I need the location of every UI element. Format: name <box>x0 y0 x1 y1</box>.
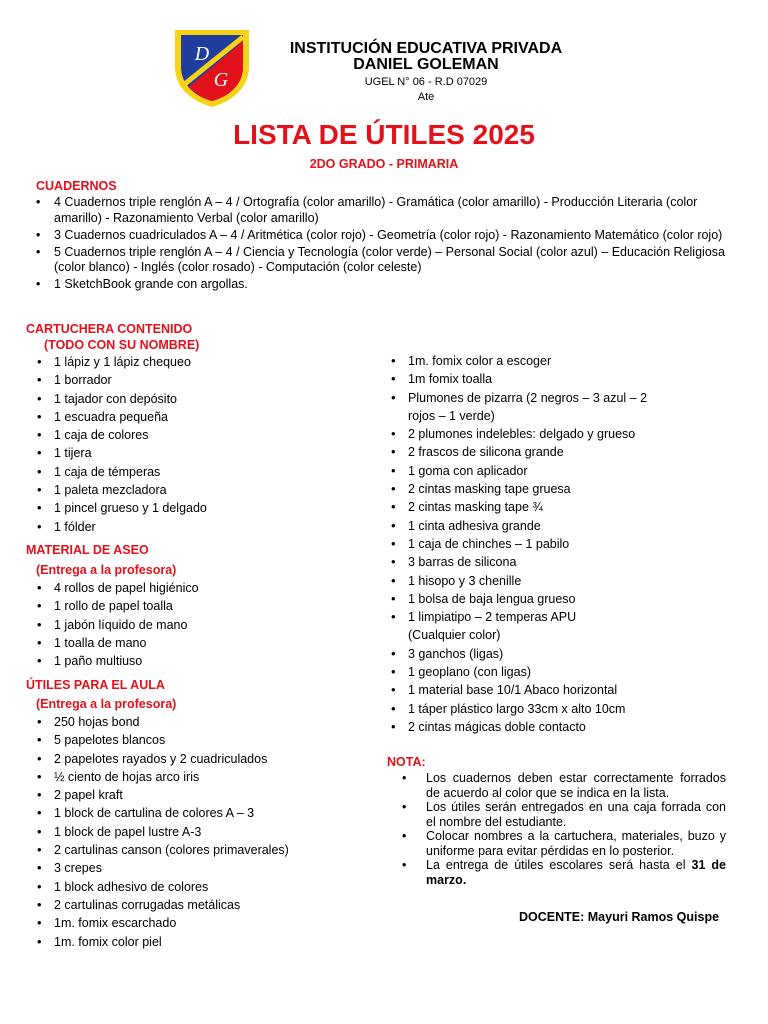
list-item: • 2 cintas mágicas doble contacto <box>391 718 647 736</box>
list-item: • 1 tijera <box>37 444 207 462</box>
list-item: • 3 crepes <box>37 859 289 877</box>
deadline-date: 31 de marzo. <box>426 858 726 887</box>
list-item: • 1m. fomix color piel <box>37 933 289 951</box>
list-item: • 1 borrador <box>37 371 207 389</box>
list-item: • 1 caja de chinches – 1 pabilo <box>391 535 647 553</box>
list-item: • 2 cartulinas corrugadas metálicas <box>37 896 289 914</box>
list-item: • 4 Cuadernos triple renglón A – 4 / Ortografía (color amarillo) - Gramática (color amarillo) - Producción Literaria (color amarillo) - Razonamiento Verbal (color amarillo) <box>36 195 736 226</box>
cuadernos-list <box>36 195 736 294</box>
list-item: • 1 block adhesivo de colores <box>37 878 289 896</box>
list-item: • 1 fólder <box>37 518 207 536</box>
cartuchera-list <box>37 353 207 536</box>
section-title-aseo: MATERIAL DE ASEO <box>26 543 149 557</box>
list-item: • 1 limpiatipo – 2 temperas APU (Cualquier color) <box>391 608 647 645</box>
list-item: • 1 geoplano (con ligas) <box>391 663 647 681</box>
list-item: • 1 rollo de papel toalla <box>37 597 199 615</box>
aula-list <box>37 713 289 951</box>
aseo-list <box>37 579 199 670</box>
list-item: • 1 block de cartulina de colores A – 3 <box>37 804 289 822</box>
list-item: • 2 cintas masking tape ¾ <box>391 498 647 516</box>
list-item: • 2 cartulinas canson (colores primaverales) <box>37 841 289 859</box>
nota-list <box>400 771 726 887</box>
list-item: • 1 tajador con depósito <box>37 390 207 408</box>
list-item: • 1 táper plástico largo 33cm x alto 10cm <box>391 700 647 718</box>
section-title-aula: ÚTILES PARA EL AULA <box>26 678 165 692</box>
list-item: • 1 caja de colores <box>37 426 207 444</box>
list-item: • 250 hojas bond <box>37 713 289 731</box>
crest-letter-g: G <box>213 69 229 91</box>
list-item: • Colocar nombres a la cartuchera, materiales, buzo y uniforme para evitar pérdidas en lo posterior. <box>400 829 726 858</box>
list-item: • Plumones de pizarra (2 negros – 3 azul – 2 rojos – 1 verde) <box>391 389 647 426</box>
list-item: • 1 pincel grueso y 1 delgado <box>37 499 207 517</box>
district: Ate <box>417 91 435 103</box>
list-item: • 1 caja de témperas <box>37 463 207 481</box>
crest-letter-d: D <box>194 43 210 65</box>
list-item: • 2 papelotes rayados y 2 cuadriculados <box>37 750 289 768</box>
list-item: • 1 escuadra pequeña <box>37 408 207 426</box>
list-item: • 1 block de papel lustre A-3 <box>37 823 289 841</box>
nota-title: NOTA: <box>387 755 426 769</box>
list-item: • 1 bolsa de baja lengua grueso <box>391 590 647 608</box>
teacher-name: DOCENTE: Mayuri Ramos Quispe <box>519 910 720 924</box>
list-item: • 1 paleta mezcladora <box>37 481 207 499</box>
grade-subtitle: 2DO GRADO - PRIMARIA <box>309 157 459 171</box>
list-item: • 1 cinta adhesiva grande <box>391 517 647 535</box>
list-item: • 1 toalla de mano <box>37 634 199 652</box>
list-item: • 3 ganchos (ligas) <box>391 645 647 663</box>
institution-name-line1: INSTITUCIÓN EDUCATIVA PRIVADA <box>289 40 563 57</box>
list-item: • 2 papel kraft <box>37 786 289 804</box>
deadline-text: La entrega de útiles escolares será hasta el <box>426 858 686 872</box>
ugel-info: UGEL N° 06 - R.D 07029 <box>364 76 488 88</box>
list-item: • Los cuadernos deben estar correctamente forrados de acuerdo al color que se indica en la lista. <box>400 771 726 800</box>
list-item: • 5 papelotes blancos <box>37 731 289 749</box>
list-item: • 1 jabón líquido de mano <box>37 616 199 634</box>
list-item: • 1 SketchBook grande con argollas. <box>36 277 736 293</box>
list-item: • 3 barras de silicona <box>391 553 647 571</box>
list-item: • 1 paño multiuso <box>37 652 199 670</box>
list-item: • 2 cintas masking tape gruesa <box>391 480 647 498</box>
section-subtitle-aula: (Entrega a la profesora) <box>36 697 177 711</box>
school-crest-logo <box>172 27 252 109</box>
section-subtitle-aseo: (Entrega a la profesora) <box>36 563 177 577</box>
list-item: • 1m fomix toalla <box>391 370 647 388</box>
list-item: • 3 Cuadernos cuadriculados A – 4 / Aritmética (color rojo) - Geometría (color rojo) - Razonamiento Matemático (color rojo) <box>36 228 736 244</box>
section-title-cartuchera: CARTUCHERA CONTENIDO <box>26 322 193 336</box>
list-item-deadline <box>400 858 726 887</box>
page-title: LISTA DE ÚTILES 2025 <box>233 119 535 150</box>
list-item: • 4 rollos de papel higiénico <box>37 579 199 597</box>
institution-name-line2: DANIEL GOLEMAN <box>353 56 499 73</box>
list-item: • 1m. fomix escarchado <box>37 914 289 932</box>
list-item: • 2 frascos de silicona grande <box>391 443 647 461</box>
list-item: • 1 material base 10/1 Abaco horizontal <box>391 681 647 699</box>
list-item: • ½ ciento de hojas arco iris <box>37 768 289 786</box>
section-title-cuadernos: CUADERNOS <box>36 179 117 193</box>
section-subtitle-cartuchera: (TODO CON SU NOMBRE) <box>44 338 200 352</box>
list-item: • 5 Cuadernos triple renglón A – 4 / Ciencia y Tecnología (color verde) – Personal Social (color azul) – Educación Religiosa (color blanco) - Inglés (color rosado) - Computación (color celeste) <box>36 245 736 276</box>
list-item: • 2 plumones indelebles: delgado y grueso <box>391 425 647 443</box>
list-item: • 1m. fomix color a escoger <box>391 352 647 370</box>
aula-list-continued <box>391 352 647 736</box>
list-item: • 1 lápiz y 1 lápiz chequeo <box>37 353 207 371</box>
list-item: • 1 hisopo y 3 chenille <box>391 572 647 590</box>
list-item: • 1 goma con aplicador <box>391 462 647 480</box>
list-item: • Los útiles serán entregados en una caja forrada con el nombre del estudiante. <box>400 800 726 829</box>
